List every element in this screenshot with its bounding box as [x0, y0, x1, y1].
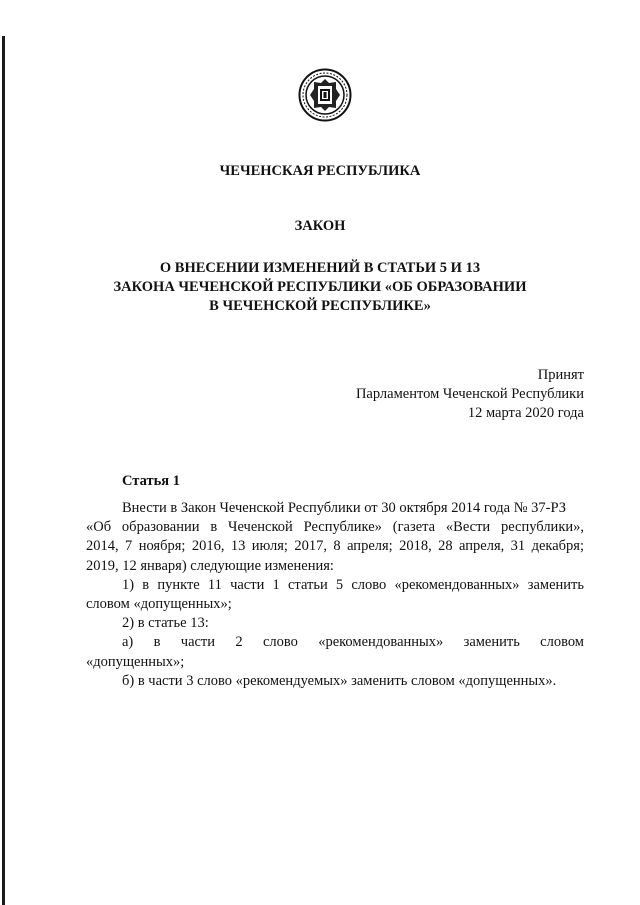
document-type: ЗАКОН	[294, 218, 346, 234]
article-heading: Статья 1	[122, 473, 180, 489]
republic-name: ЧЕЧЕНСКАЯ РЕСПУБЛИКА	[219, 163, 421, 179]
adopted-label: Принят	[537, 367, 584, 383]
article-line: б) в части 3 слово «рекомендуемых» заменить словом «допущенных».	[122, 672, 557, 689]
law-title-line: О ВНЕСЕНИИ ИЗМЕНЕНИЙ В СТАТЬИ 5 И 13	[159, 260, 481, 276]
coat-of-arms-icon	[298, 68, 352, 122]
article-line: «Об образовании в Чеченской Республике» (газета «Вести республики»,	[86, 519, 584, 536]
adopted-date: 12 марта 2020 года	[467, 405, 584, 421]
article-line: 2019, 12 января) следующие изменения:	[86, 557, 334, 574]
adoption-block	[356, 366, 584, 423]
article-line: 1) в пункте 11 части 1 статьи 5 слово «рекомендованных» заменить	[122, 576, 584, 593]
article-line: 2014, 7 ноября; 2016, 13 июля; 2017, 8 апреля; 2018, 28 апреля, 31 декабря;	[86, 538, 584, 555]
article-line: словом «допущенных»;	[86, 595, 232, 612]
article-line: 2) в статье 13:	[122, 615, 209, 632]
adopted-by: Парламентом Чеченской Республики	[355, 386, 584, 402]
article-line: «допущенных»;	[86, 653, 185, 670]
article-line: Внести в Закон Чеченской Республики от 30 октября 2014 года № 37-РЗ	[122, 500, 566, 516]
law-title-line: В ЧЕЧЕНСКОЙ РЕСПУБЛИКЕ»	[209, 298, 431, 314]
law-title-line: ЗАКОНА ЧЕЧЕНСКОЙ РЕСПУБЛИКИ «ОБ ОБРАЗОВАНИИ	[113, 279, 527, 295]
law-title	[0, 259, 640, 316]
article-line: а) в части 2 слово «рекомендованных» заменить словом	[122, 634, 584, 651]
article-body	[86, 499, 584, 691]
